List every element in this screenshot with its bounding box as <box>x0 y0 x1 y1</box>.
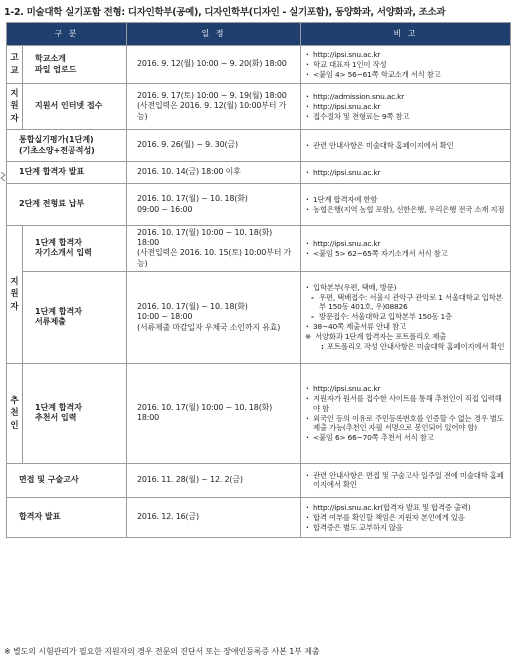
row-label: 통합실기평가(1단계) (기초소양+전공적성) <box>7 130 127 162</box>
table-row <box>7 84 511 130</box>
row-schedule: 2016. 10. 17(월) 10:00 ~ 10. 18(화) 18:00 <box>127 363 301 463</box>
table-row <box>7 226 511 272</box>
row-note <box>301 271 511 363</box>
row-label: 2단계 전형료 납부 <box>7 184 127 226</box>
note-item: · <붙임 6> 66~70쪽 추천서 서식 참고 <box>305 433 506 442</box>
note-item: · http://ipsi.snu.ac.kr <box>305 239 506 248</box>
note-item: ※ 서양화과 1단계 합격자는 포트폴리오 제출 <box>305 332 506 341</box>
row-note <box>301 363 511 463</box>
note-item: · 38~40쪽 제출서류 안내 참고 <box>305 322 506 331</box>
row-schedule: 2016. 12. 16(금) <box>127 497 301 537</box>
row-schedule: 2016. 9. 17(토) 10:00 ~ 9. 19(월) 18:00 (사전입력은 2016. 9. 12(월) 10:00부터 가능) <box>127 84 301 130</box>
note-item: · <붙임 5> 62~65쪽 자기소개서 서식 참고 <box>305 249 506 258</box>
row-schedule: 2016. 10. 17(월) ~ 10. 18(화) 10:00 ~ 18:00 (서류제출 마감일자 우체국 소인까지 유효) <box>127 271 301 363</box>
row-label: 1단계 합격자 서류제출 <box>23 271 127 363</box>
table-row <box>7 130 511 162</box>
row-group-label: 추 천 인 <box>7 363 23 463</box>
section-title: 1-2. 미술대학 실기포함 전형: 디자인학부(공예), 디자인학부(디자인 - 실기포함), 동양화과, 서양화과, 조소과 <box>4 7 446 18</box>
row-label: 지원서 인터넷 접수 <box>23 84 127 130</box>
table-row <box>7 184 511 226</box>
row-group-label: 지 원 자 <box>7 226 23 364</box>
row-schedule: 2016. 11. 28(월) ~ 12. 2(금) <box>127 463 301 497</box>
row-note <box>301 162 511 184</box>
header-schedule: 일 정 <box>127 23 301 46</box>
schedule-table <box>6 22 511 538</box>
note-item: · 합격증은 별도 교부하지 않음 <box>305 523 506 532</box>
note-item: · 관련 안내사항은 면접 및 구술고사 일주일 전에 미술대학 홈페이지에서 확인 <box>305 471 506 490</box>
note-item: · http://ipsi.snu.ac.kr <box>305 102 506 111</box>
header-category: 구 분 <box>7 23 127 46</box>
footnote: ※ 별도의 시험관리가 필요한 지원자의 경우 전문의 진단서 또는 장애인등록증 사본 1부 제출 <box>4 647 320 656</box>
table-row <box>7 363 511 463</box>
fold-mark-icon <box>0 172 6 182</box>
table-row <box>7 162 511 184</box>
table-header-row <box>7 23 511 46</box>
table-row <box>7 463 511 497</box>
note-item: · 관련 안내사항은 미술대학 홈페이지에서 확인 <box>305 141 506 150</box>
note-item: · 지원자가 원서를 접수한 사이트를 통해 추천인이 직접 입력해야 함 <box>305 394 506 413</box>
note-item: · http://ipsi.snu.ac.kr <box>305 384 506 393</box>
note-item: · 농협은행(지역 농협 포함), 신한은행, 우리은행 전국 소재 지점 <box>305 205 506 214</box>
note-item: · <붙임 4> 56~61쪽 학교소개 서식 참고 <box>305 70 506 79</box>
note-item: · 학교 대표자 1인이 작성 <box>305 60 506 69</box>
note-item: · http://ipsi.snu.ac.kr <box>305 50 506 59</box>
note-item: · 외국인 등의 이유로 주민등록번호를 인증할 수 없는 경우 별도 제출 가능(추천인 자필 서명으로 봉인되어 있어야 함) <box>305 414 506 433</box>
note-item: · 합격 여부를 확인할 책임은 지원자 본인에게 있음 <box>305 513 506 522</box>
note-item: · 1단계 합격자에 한함 <box>305 195 506 204</box>
note-item: - 방문접수: 서울대학교 입학본부 150동 1층 <box>305 312 506 321</box>
row-schedule: 2016. 9. 26(월) ~ 9. 30(금) <box>127 130 301 162</box>
row-label: 합격자 발표 <box>7 497 127 537</box>
row-note <box>301 46 511 84</box>
row-schedule: 2016. 10. 14(금) 18:00 이후 <box>127 162 301 184</box>
note-item: · http://ipsi.snu.ac.kr <box>305 168 506 177</box>
row-note <box>301 84 511 130</box>
row-schedule: 2016. 10. 17(월) ~ 10. 18(화) 09:00 ~ 16:00 <box>127 184 301 226</box>
row-note <box>301 184 511 226</box>
table-row <box>7 46 511 84</box>
row-label: 1단계 합격자 추천서 입력 <box>23 363 127 463</box>
row-label: 면접 및 구술고사 <box>7 463 127 497</box>
note-item: · 접수절차 및 전형료는 9쪽 참고 <box>305 112 506 121</box>
row-group-label: 고 교 <box>7 46 23 84</box>
table-row <box>7 271 511 363</box>
header-note: 비 고 <box>301 23 511 46</box>
row-label: 1단계 합격자 발표 <box>7 162 127 184</box>
note-item: · 입학본부(우편, 택배, 방문) <box>305 283 506 292</box>
note-item: - 우편, 택배접수: 서울시 관악구 관악로 1 서울대학교 입학본부 150동 401호, 우)08826 <box>305 293 506 312</box>
table-row <box>7 497 511 537</box>
row-note <box>301 497 511 537</box>
row-group-label: 지 원 자 <box>7 84 23 130</box>
row-schedule: 2016. 9. 12(월) 10:00 ~ 9. 20(화) 18:00 <box>127 46 301 84</box>
note-item: · http://ipsi.snu.ac.kr(합격자 발표 및 합격증 출력) <box>305 503 506 512</box>
note-item: : 포트폴리오 작성 안내사항은 미술대학 홈페이지에서 확인 <box>305 342 506 351</box>
row-note <box>301 463 511 497</box>
row-note <box>301 226 511 272</box>
note-item: · http://admission.snu.ac.kr <box>305 92 506 101</box>
row-label: 학교소개 파일 업로드 <box>23 46 127 84</box>
row-schedule: 2016. 10. 17(월) 10:00 ~ 10. 18(화) 18:00 (사전입력은 2016. 10. 15(토) 10:00부터 가능) <box>127 226 301 272</box>
row-label: 1단계 합격자 자기소개서 입력 <box>23 226 127 272</box>
row-note <box>301 130 511 162</box>
